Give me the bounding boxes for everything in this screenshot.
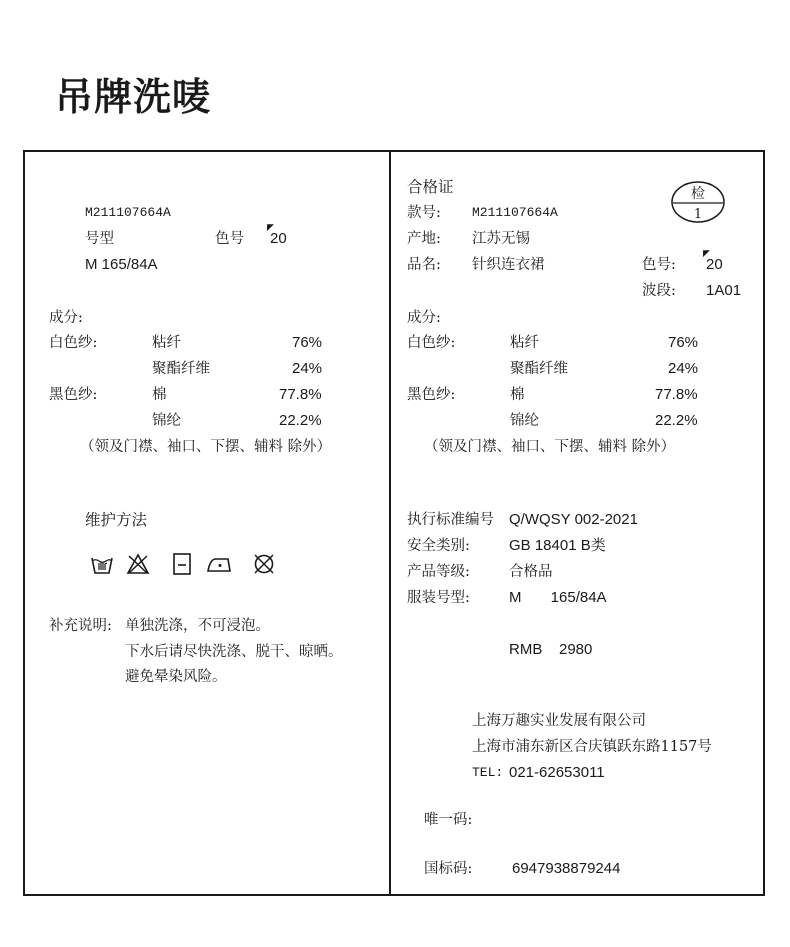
grade-label: 产品等级: <box>407 564 470 580</box>
right-fiber-name: 聚酯纤维 <box>510 361 568 377</box>
unique-code-label: 唯一码: <box>424 812 473 828</box>
standard-label: 执行标准编号 <box>407 512 494 528</box>
inspection-stamp <box>670 180 726 224</box>
no-bleach-icon <box>126 552 150 576</box>
left-fiber-name: 粘纤 <box>152 335 181 351</box>
left-fiber-pct: 24% <box>292 360 323 377</box>
right-style-number: M211107664A <box>472 205 558 220</box>
company-address: 上海市浦东新区合庆镇跃东路1157号 <box>472 739 712 755</box>
low-iron-icon <box>207 552 231 576</box>
product-name-label: 品名: <box>407 257 441 273</box>
hand-wash-icon <box>90 552 114 576</box>
grade-value: 合格品 <box>509 564 553 580</box>
wave-label: 波段: <box>642 283 676 299</box>
price: RMB 2980 <box>509 641 593 658</box>
left-fiber-pct: 76% <box>292 334 323 351</box>
barcode-label: 国标码: <box>424 861 473 877</box>
standard-value: Q/WQSY 002-2021 <box>509 511 638 528</box>
left-fiber-name: 聚酯纤维 <box>152 361 210 377</box>
left-size-value: M 165/84A <box>85 256 158 273</box>
line-dry-icon <box>170 552 194 576</box>
right-exclusion-note: （领及门襟、袖口、下摆、辅料 除外） <box>424 439 676 455</box>
note-line: 单独洗涤，不可浸泡。 <box>125 618 270 634</box>
left-color-value: 20 <box>270 230 287 247</box>
right-fiber-name: 锦纶 <box>510 413 539 429</box>
garment-size-value: M 165/84A <box>509 589 607 606</box>
left-white-yarn-label: 白色纱: <box>49 335 98 351</box>
left-fiber-pct: 77.8% <box>279 386 322 403</box>
right-white-yarn-label: 白色纱: <box>407 335 456 351</box>
right-fiber-pct: 22.2% <box>655 412 698 429</box>
right-style-label: 款号: <box>407 205 441 221</box>
barcode-value: 6947938879244 <box>512 860 621 877</box>
stamp-top-text: 检 <box>691 186 705 202</box>
right-fiber-name: 棉 <box>510 387 525 403</box>
left-fiber-name: 锦纶 <box>152 413 181 429</box>
garment-size-label: 服装号型: <box>407 590 470 606</box>
right-color-value: 20 <box>706 256 723 273</box>
care-title: 维护方法 <box>85 511 148 529</box>
note-label: 补充说明: <box>49 618 112 634</box>
tel-value: 021-62653011 <box>509 764 605 781</box>
left-fiber-pct: 22.2% <box>279 412 322 429</box>
left-size-label: 号型 <box>85 231 114 247</box>
panel-divider <box>389 150 391 896</box>
right-color-label: 色号: <box>642 257 676 273</box>
no-dry-clean-icon <box>252 552 276 576</box>
right-fiber-pct: 77.8% <box>655 386 698 403</box>
tick-mark: ◤ <box>703 249 710 259</box>
right-fiber-pct: 76% <box>668 334 699 351</box>
right-black-yarn-label: 黑色纱: <box>407 387 456 403</box>
safety-label: 安全类别: <box>407 538 470 554</box>
stamp-bottom-text: 1 <box>693 207 703 222</box>
note-line: 下水后请尽快洗涤、脱干、晾晒。 <box>125 644 343 660</box>
safety-value: GB 18401 B类 <box>509 537 606 554</box>
origin-label: 产地: <box>407 231 441 247</box>
company-name: 上海万趣实业发展有限公司 <box>472 713 646 729</box>
note-line: 避免晕染风险。 <box>125 669 227 685</box>
page-title: 吊牌洗唛 <box>55 75 212 119</box>
right-fiber-pct: 24% <box>668 360 699 377</box>
left-black-yarn-label: 黑色纱: <box>49 387 98 403</box>
left-exclusion-note: （领及门襟、袖口、下摆、辅料 除外） <box>80 439 332 455</box>
product-name-value: 针织连衣裙 <box>472 257 545 273</box>
right-fiber-name: 粘纤 <box>510 335 539 351</box>
tel-label: TEL: <box>472 765 504 780</box>
left-style-number: M211107664A <box>85 205 171 220</box>
left-color-label: 色号 <box>215 231 244 247</box>
wave-value: 1A01 <box>706 282 742 299</box>
origin-value: 江苏无锡 <box>472 231 530 247</box>
left-composition-title: 成分: <box>49 310 83 326</box>
left-fiber-name: 棉 <box>152 387 167 403</box>
right-composition-title: 成分: <box>407 310 441 326</box>
cert-title: 合格证 <box>407 178 454 196</box>
tick-mark: ◤ <box>267 223 274 233</box>
